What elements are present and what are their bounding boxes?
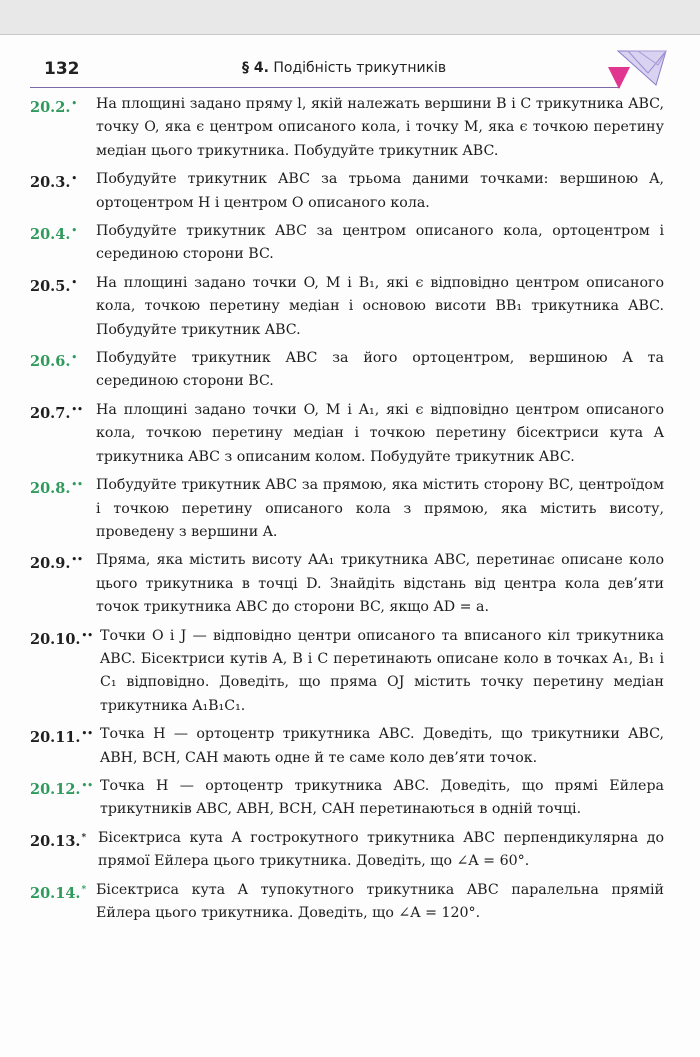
problem-text: Пряма, яка містить висоту AA₁ трикутника ABC, перетинає описане коло цього трикутника в точці D. Знайдіть відстань від центра кола дев’яти точок трикутника ABC до сторони BC, якщо AD = a.: [96, 552, 664, 616]
problem-20-2: [30, 93, 670, 163]
problem-20-13: [30, 827, 670, 874]
section-title: [242, 60, 446, 76]
problem-text: Точка H — ортоцентр трикутника ABC. Доведіть, що прямі Ейлера трикутників ABC, ABH, BCH, CAH перетинаються в одній точці.: [100, 777, 664, 818]
problem-number: 20.10.••: [30, 630, 93, 648]
page-number: 132: [44, 59, 80, 79]
problem-text: Побудуйте трикутник ABC за його ортоцентром, вершиною A та серединою сторони BC.: [96, 350, 664, 390]
problem-text: Точка H — ортоцентр трикутника ABC. Доведіть, що трикутники ABC, ABH, BCH, CAH мають одне й те саме коло дев’яти точок.: [100, 726, 664, 766]
problem-number: 20.14.*: [30, 884, 87, 902]
problem-number: 20.9.••: [30, 555, 83, 573]
problem-number: 20.11.••: [30, 729, 93, 747]
problem-20-7: [30, 399, 670, 469]
problem-text: На площині задано точки O, M і B₁, які є відповідно центром описаного кола, точкою перетину медіан і основою висоти BB₁ трикутника ABC. Побудуйте трикутник ABC.: [96, 274, 664, 338]
problem-list: [30, 93, 670, 930]
book-page: [0, 34, 700, 1057]
top-toolbar-strip: [0, 0, 700, 34]
problem-20-9: [30, 549, 670, 619]
problem-number: 20.2.•: [30, 99, 78, 116]
problem-number: 20.4.•: [30, 226, 78, 244]
problem-20-4: [30, 220, 670, 267]
problem-text: Точки O і J — відповідно центри описаного та вписаного кіл трикутника ABC. Бісектриси кутів A, B і C перетинають описане коло в точках A₁, B₁ і C₁ відповідно. Доведіть, що пряма OJ містить точку перетину медіан трикутника A₁B₁C₁.: [100, 627, 664, 714]
problem-text: Побудуйте трикутник ABC за прямою, яка містить сторону BC, центроїдом і точкою перетину описаного кола з прямою, яка містить висоту, проведену з вершини A.: [96, 477, 664, 540]
problem-20-5: [30, 272, 670, 342]
problem-text: На площині задано точки O, M і A₁, які є відповідно центром описаного кола, точкою перетину медіан і точкою перетину бісектриси кута A трикутника ABC з описаним колом. Побудуйте трикутник ABC.: [96, 401, 664, 465]
problem-20-6: [30, 347, 670, 394]
problem-text: Побудуйте трикутник ABC за трьома даними точками: вершиною A, ортоцентром H і центром O описаного кола.: [96, 171, 664, 211]
problem-20-12: [30, 775, 670, 822]
section-label: § 4.: [242, 60, 269, 76]
problem-text: Побудуйте трикутник ABC за центром описаного кола, ортоцентром і серединою сторони BC.: [96, 223, 664, 263]
page-header: [30, 49, 670, 89]
problem-20-10: [30, 625, 670, 719]
problem-text: Бісектриса кута A тупокутного трикутника ABC паралельна прямій Ейлера цього трикутника. Доведіть, що ∠A = 120°.: [96, 881, 664, 921]
problem-number: 20.5.•: [30, 277, 78, 295]
problem-20-3: [30, 168, 670, 215]
problem-number: 20.12.••: [30, 780, 93, 798]
problem-20-8: [30, 474, 670, 544]
problem-number: 20.13.*: [30, 832, 87, 850]
header-rule: [30, 87, 620, 88]
problem-number: 20.6.•: [30, 353, 78, 371]
problem-number: 20.3.•: [30, 174, 78, 192]
section-name: Подібність трикутників: [268, 60, 447, 76]
problem-20-11: [30, 723, 670, 770]
problem-text: На площині задано пряму l, якій належать вершини B і C трикутника ABC, точку O, яка є центром описаного кола, і точку M, яка є точкою перетину медіан цього трикутника. Побудуйте трикутник ABC.: [96, 96, 664, 159]
problem-20-14: [30, 879, 670, 926]
problem-number: 20.8.••: [30, 480, 83, 498]
problem-text: Бісектриса кута A гострокутного трикутника ABC перпендикулярна до прямої Ейлера цього трикутника. Доведіть, що ∠A = 60°.: [98, 829, 664, 870]
problem-number: 20.7.••: [30, 404, 83, 422]
